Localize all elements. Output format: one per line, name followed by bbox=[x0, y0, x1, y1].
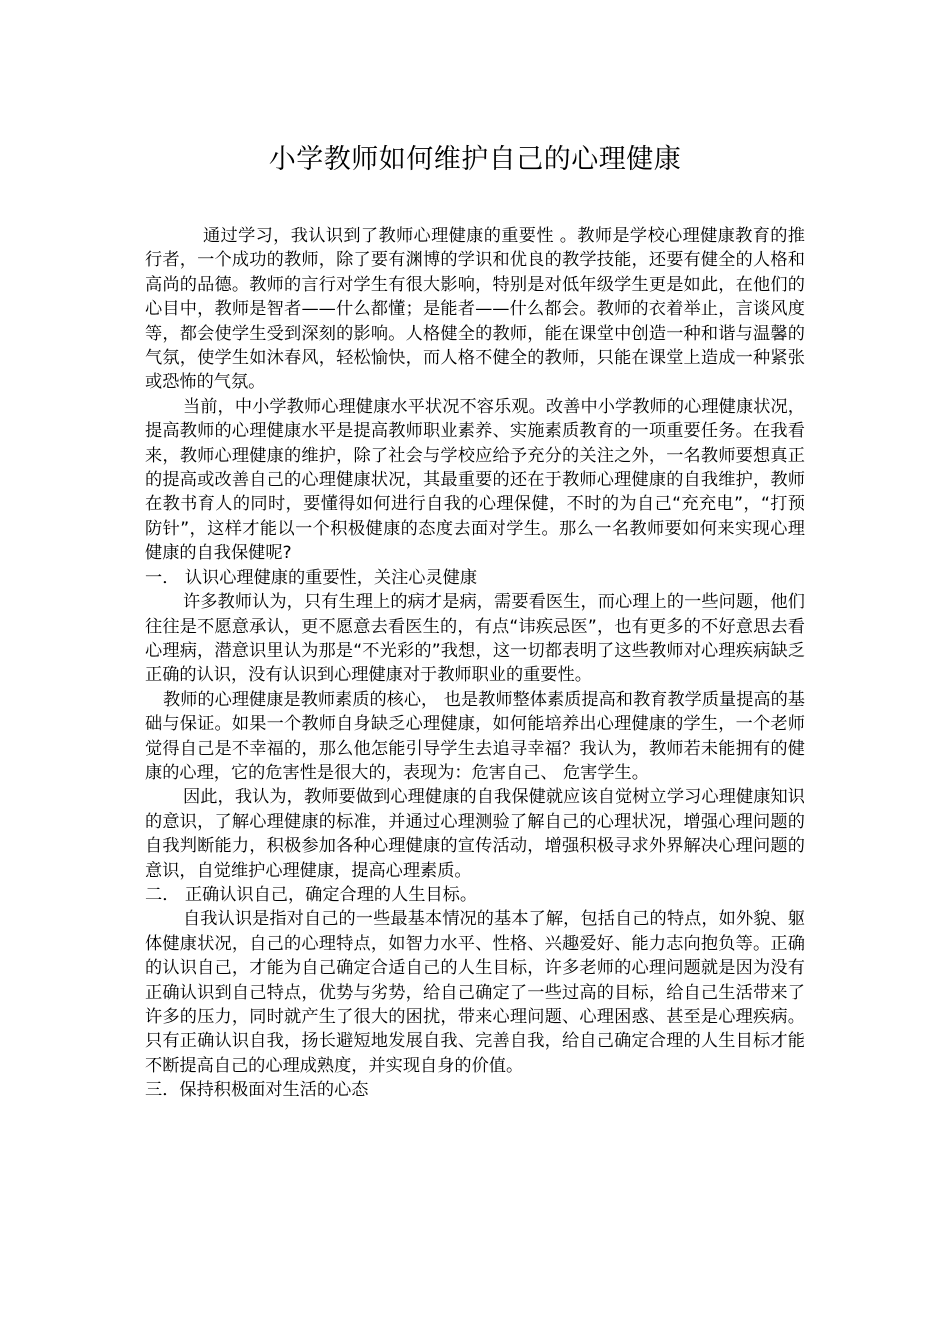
section-heading-3: 三．保持积极面对生活的心态 bbox=[145, 1080, 369, 1101]
section-heading-1: 一． 认识心理健康的重要性，关注心灵健康 bbox=[145, 567, 478, 588]
paragraph-section1-a: 许多教师认为，只有生理上的病才是病，需要看医生，而心理上的一些问题，他们往往是不愿意承认，更不愿意去看医生的，有点“讳疾忌医”，也有更多的不好意思去看心理病，潜意识里认为那是“不光彩的”我想，这一切都表明了这些教师对心理疾病缺乏正确的认识，没有认识到心理健康对于教师职业的重要性。 bbox=[145, 592, 805, 686]
paragraph-current-status: 当前，中小学教师心理健康水平状况不容乐观。改善中小学教师的心理健康状况，提高教师的心理健康水平是提高教师职业素养、实施素质教育的一项重要任务。在我看来，教师心理健康的维护，除了社会与学校应给予充分的关注之外，一名教师要想真正的提高或改善自己的心理健康状况，其最重要的还在于教师心理健康的自我维护，教师在教书育人的同时，要懂得如何进行自我的心理保健，不时的为自己“充充电”，“打预防针”，这样才能以一个积极健康的态度去面对学生。那么一名教师要如何来实现心理健康的自我保健呢? bbox=[145, 396, 805, 564]
paragraph-section2: 自我认识是指对自己的一些最基本情况的基本了解，包括自己的特点，如外貌、躯体健康状况，自己的心理特点，如智力水平、性格、兴趣爱好、能力志向抱负等。正确的认识自己，才能为自己确定合适自己的人生目标，许多老师的心理问题就是因为没有正确认识到自己特点，优势与劣势，给自己确定了一些过高的目标，给自己生活带来了许多的压力，同时就产生了很大的困扰，带来心理问题、心理困惑、甚至是心理疾病。只有正确认识自我，扬长避短地发展自我、完善自我，给自己确定合理的人生目标才能不断提高自己的心理成熟度，并实现自身的价值。 bbox=[145, 909, 805, 1076]
document-body bbox=[145, 224, 805, 1103]
paragraph-section1-c: 因此，我认为，教师要做到心理健康的自我保健就应该自觉树立学习心理健康知识的意识，了解心理健康的标准，并通过心理测验了解自己的心理状况，增强心理问题的自我判断能力，积极参加各种心理健康的宣传活动，增强积极寻求外界解决心理问题的意识，自觉维护心理健康，提高心理素质。 bbox=[145, 787, 805, 881]
paragraph-intro: 通过学习，我认识到了教师心理健康的重要性 。教师是学校心理健康教育的推行者，一个成功的教师，除了要有渊博的学识和优良的教学技能，还要有健全的人格和高尚的品德。教师的言行对学生有很大影响，特别是对低年级学生更是如此，在他们的心目中，教师是智者——什么都懂；是能者——什么都会。教师的衣着举止，言谈风度等，都会使学生受到深刻的影响。人格健全的教师，能在课堂中创造一种和谐与温馨的气氛，使学生如沐春风，轻松愉快，而人格不健全的教师，只能在课堂上造成一种紧张或恐怖的气氛。 bbox=[145, 226, 805, 393]
paragraph-section1-b: 教师的心理健康是教师素质的核心， 也是教师整体素质提高和教育教学质量提高的基础与保证。如果一个教师自身缺乏心理健康，如何能培养出心理健康的学生，一个老师觉得自己是不幸福的，那么他怎能引导学生去追寻幸福？我认为，教师若未能拥有的健康的心理，它的危害性是很大的，表现为：危害自己、 危害学生。 bbox=[145, 689, 805, 783]
page-title: 小学教师如何维护自己的心理健康 bbox=[268, 144, 682, 175]
section-heading-2: 二． 正确认识自己，确定合理的人生目标。 bbox=[145, 884, 478, 905]
